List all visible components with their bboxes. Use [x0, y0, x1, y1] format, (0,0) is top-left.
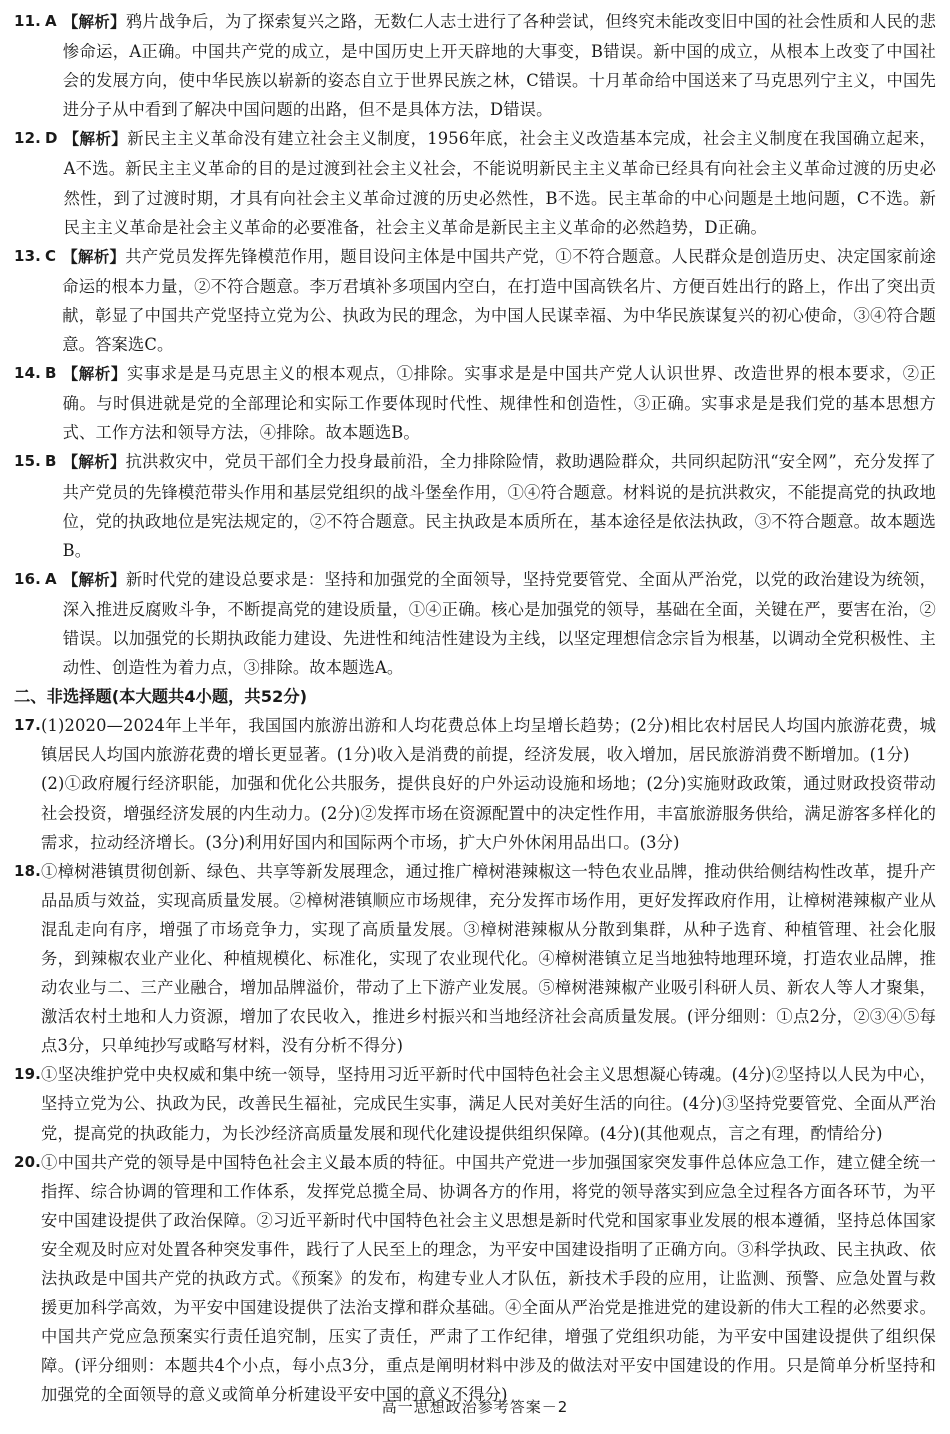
question-number: 20.	[14, 1152, 42, 1171]
explanation-text: 共产党员发挥先锋模范作用，题目设问主体是中国共产党，①不符合题意。人民群众是创造历史、决定国家前途命运的根本力量，②不符合题意。李万君填补多项国内空白，在打造中国高铁名片、方便百姓出行的路上，作出了突出贡献，彰显了中国共产党坚持立党为公、执政为民的理念，为中国人民谋幸福、为中华民族谋复兴的初心使命，③④符合题意。答案选C。	[62, 246, 936, 355]
question-number: 17.	[14, 716, 42, 735]
answer-choice: D	[45, 129, 58, 148]
question-number: 12.	[14, 129, 42, 148]
answer-item-12	[14, 124, 936, 241]
answer-choice: C	[45, 246, 57, 265]
answer-item-18	[14, 857, 936, 1061]
answer-paragraph: ①坚决维护党中央权威和集中统一领导，坚持用习近平新时代中国特色社会主义思想凝心铸魂。(4分)②坚持以人民为中心，坚持立党为公、执政为民，改善民生福祉，完成民生实事，满足人民对美好生活的向往。(4分)③坚持党要管党、全面从严治党，提高党的执政能力，为长沙经济高质量发展和现代化建设提供组织保障。(4分)(其他观点，言之有理，酌情给分)	[41, 1065, 936, 1143]
section-heading: 二、非选择题(本大题共4小题，共52分)	[14, 687, 308, 707]
question-number: 18.	[14, 861, 42, 880]
answer-choice: B	[45, 364, 57, 383]
question-number: 16.	[14, 569, 42, 588]
explanation-text: 新民主主义革命没有建立社会主义制度，1956年底，社会主义改造基本完成，社会主义制度在我国确立起来，A不选。新民主主义革命的目的是过渡到社会主义社会，不能说明新民主主义革命已经具有向社会主义革命过渡的历史必然性，到了过渡时期，才具有向社会主义革命过渡的历史必然性，B不选。民主革命的中心问题是土地问题，C不选。新民主主义革命是社会主义革命的必要准备，社会主义革命是新民主主义革命的必然趋势，D正确。	[63, 129, 936, 237]
answer-item-15	[14, 447, 936, 564]
question-number: 11.	[14, 12, 42, 30]
answer-item-16	[14, 565, 936, 682]
answer-choice: A	[45, 12, 57, 30]
explanation-text: 新时代党的建设总要求是：坚持和加强党的全面领导，坚持党要管党、全面从严治党，以党的政治建设为统领，深入推进反腐败斗争，不断提高党的建设质量，①④正确。核心是加强党的领导，基础在全面，关键在严，要害在治，②错误。以加强党的长期执政能力建设、先进性和纯洁性建设为主线，以坚定理想信念宗旨为根基，以调动全党积极性、主动性、创造性为着力点，③排除。故本题选A。	[62, 569, 936, 678]
analysis-tag: 【解析】	[62, 365, 127, 384]
answer-choice: A	[45, 569, 57, 588]
analysis-tag: 【解析】	[62, 13, 126, 31]
answer-choice: B	[45, 452, 57, 471]
answer-item-20	[14, 1148, 936, 1410]
analysis-tag: 【解析】	[63, 130, 128, 149]
question-number: 19.	[14, 1065, 42, 1084]
explanation-text: 鸦片战争后，为了探索复兴之路，无数仁人志士进行了各种尝试，但终究未能改变旧中国的社会性质和人民的悲惨命运，A正确。中国共产党的成立，是中国历史上开天辟地的大事变，B错误。新中国的成立，从根本上改变了中国社会的发展方向，使中华民族以崭新的姿态自立于世界民族之林，C错误。十月革命给中国送来了马克思列宁主义，中国先进分子从中看到了解决中国问题的出路，但不是具体方法，D错误。	[62, 12, 936, 120]
explanation-text: 实事求是是马克思主义的根本观点，①排除。实事求是是中国共产党人认识世界、改造世界的根本要求，②正确。与时俱进就是党的全部理论和实际工作要体现时代性、规律性和创造性，③正确。实事求是是我们党的基本思想方式、工作方法和领导方法，④排除。故本题选B。	[62, 364, 936, 443]
question-number: 13.	[14, 246, 42, 265]
answer-paragraph: (1)2020—2024年上半年，我国国内旅游出游和人均花费总体上均呈增长趋势；(2分)相比农村居民人均国内旅游花费，城镇居民人均国内旅游花费的增长更显著。(1分)收入是消费的前提，经济发展，收入增加，居民旅游消费不断增加。(1分)	[41, 716, 936, 765]
answer-item-14	[14, 359, 936, 447]
answer-paragraph: (2)①政府履行经济职能，加强和优化公共服务，提供良好的户外运动设施和场地；(2分)实施财政政策，通过财政投资带动社会投资，增强经济发展的内生动力。(2分)②发挥市场在资源配置中的决定性作用，丰富旅游服务供给，满足游客多样化的需求，拉动经济增长。(3分)利用好国内和国际两个市场，扩大户外休闲用品出口。(3分)	[41, 774, 936, 852]
question-number: 15.	[14, 452, 42, 471]
page-footer: 高一思想政治参考答案－2	[381, 1398, 569, 1416]
answer-item-17	[14, 711, 936, 856]
analysis-tag: 【解析】	[62, 570, 126, 589]
answer-paragraph: ①中国共产党的领导是中国特色社会主义最本质的特征。中国共产党进一步加强国家突发事件总体应急工作，建立健全统一指挥、综合协调的管理和工作体系，发挥党总揽全局、协调各方的作用，将党的领导落实到应急全过程各方面各环节，为平安中国建设提供了政治保障。②习近平新时代中国特色社会主义思想是新时代党和国家事业发展的根本遵循，坚持总体国家安全观及时应对处置各种突发事件，践行了人民至上的理念，为平安中国建设指明了正确方向。③科学执政、民主执政、依法执政是中国共产党的执政方式。《预案》的发布，构建专业人才队伍，新技术手段的应用，让监测、预警、应急处置与救援更加科学高效，为平安中国建设提供了法治支撑和群众基础。④全面从严治党是推进党的建设新的伟大工程的必然要求。中国共产党应急预案实行责任追究制，压实了责任，严肃了工作纪律，增强了党组织功能，为平安中国建设提供了组织保障。(评分细则：本题共4个小点，每小点3分，重点是阐明材料中涉及的做法对平安中国建设的作用。只是简单分析坚持和加强党的全面领导的意义或简单分析建设平安中国的意义不得分)	[41, 1152, 936, 1405]
answer-paragraph: ①樟树港镇贯彻创新、绿色、共享等新发展理念，通过推广樟树港辣椒这一特色农业品牌，推动供给侧结构性改革，提升产品品质与效益，实现高质量发展。②樟树港镇顺应市场规律，充分发挥市场作用，更好发挥政府作用，让樟树港辣椒产业从混乱走向有序，增强了市场竞争力，实现了高质量发展。③樟树港辣椒从分散到集群，从种子选育、种植管理、社会化服务，到辣椒农业产业化、种植规模化、标准化，实现了农业现代化。④樟树港镇立足当地独特地理环境，打造农业品牌，推动农业与二、三产业融合，增加品牌溢价，带动了上下游产业发展。⑤樟树港辣椒产业吸引科研人员、新农人等人才聚集，激活农村土地和人力资源，增加了农民收入，推进乡村振兴和当地经济社会高质量发展。(评分细则：①点2分，②③④⑤每点3分，只单纯抄写或略写材料，没有分析不得分)	[41, 861, 936, 1056]
answer-item-19	[14, 1060, 936, 1147]
analysis-tag: 【解析】	[62, 247, 126, 266]
explanation-text: 抗洪救灾中，党员干部们全力投身最前沿，全力排除险情，救助遇险群众，共同织起防汛“安全网”，充分发挥了共产党员的先锋模范带头作用和基层党组织的战斗堡垒作用，①④符合题意。材料说的是抗洪救灾，不能提高党的执政地位，党的执政地位是宪法规定的，②不符合题意。民主执政是本质所在，基本途径是依法执政，③不符合题意。故本题选B。	[62, 452, 937, 560]
question-number: 14.	[14, 364, 42, 383]
answer-item-11	[14, 7, 936, 124]
analysis-tag: 【解析】	[62, 453, 126, 472]
answer-item-13	[14, 242, 936, 359]
